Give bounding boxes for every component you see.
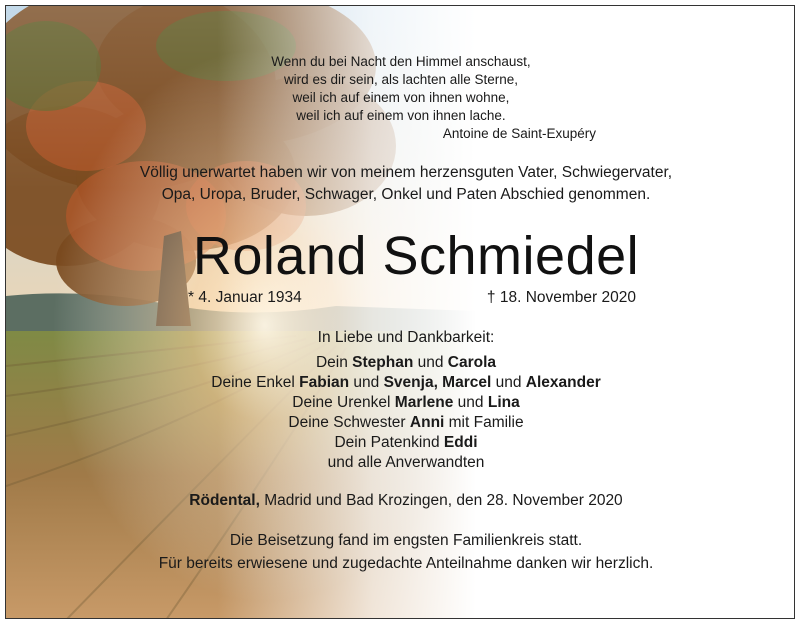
birth-date: * 4. Januar 1934 [188, 289, 302, 306]
mourner-line: Dein Patenkind Eddi [334, 434, 478, 451]
mourner-line: Deine Enkel Fabian und Svenja, Marcel und Alexander [211, 374, 601, 391]
mourners-heading: In Liebe und Dankbarkeit: [317, 329, 495, 346]
intro-line: Opa, Uropa, Bruder, Schwager, Onkel und Paten Abschied genommen. [161, 186, 651, 203]
closing-line: Die Beisetzung fand im engsten Familienkreis statt. [229, 532, 583, 549]
poem-line: wird es dir sein, als lachten alle Sterne, [283, 72, 519, 87]
deceased-name: Roland Schmiedel [192, 226, 640, 286]
notice-text [6, 6, 795, 619]
mourner-line: und alle Anverwandten [327, 454, 485, 471]
place-date: Rödental, Madrid und Bad Krozingen, den 28. November 2020 [189, 492, 623, 509]
death-date: † 18. November 2020 [486, 289, 636, 306]
obituary-notice [5, 5, 795, 619]
mourner-line: Deine Schwester Anni mit Familie [288, 414, 524, 431]
poem-line: Wenn du bei Nacht den Himmel anschaust, [271, 54, 531, 69]
intro-line: Völlig unerwartet haben wir von meinem herzensguten Vater, Schwiegervater, [139, 164, 673, 181]
poem-line: weil ich auf einem von ihnen lache. [296, 108, 506, 123]
poem-author: Antoine de Saint-Exupéry [442, 126, 596, 141]
mourner-line: Dein Stephan und Carola [315, 354, 497, 371]
poem-line: weil ich auf einem von ihnen wohne, [292, 90, 510, 105]
mourner-line: Deine Urenkel Marlene und Lina [292, 394, 520, 411]
closing-line: Für bereits erwiesene und zugedachte Anteilnahme danken wir herzlich. [158, 555, 654, 572]
